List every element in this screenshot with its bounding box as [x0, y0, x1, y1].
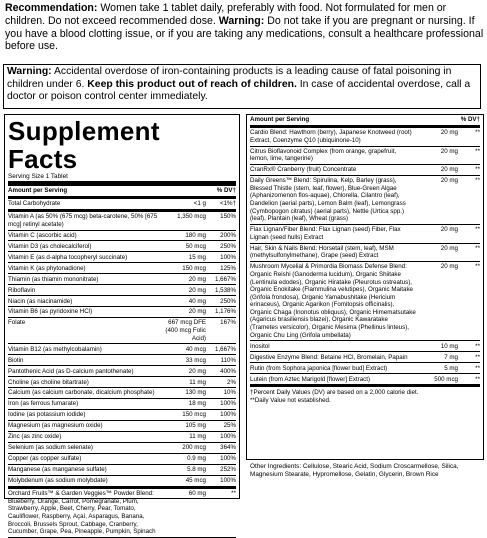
nutrient-dv: 125% — [220, 264, 236, 272]
left-rows — [8, 199, 236, 538]
nutrient-name: Vitamin D3 (as cholecalciferol) — [8, 242, 92, 250]
nutrient-dv: ** — [475, 244, 480, 252]
nutrient-amount: 18 mg — [188, 400, 206, 408]
nutrient-amount: 5.8 mg — [187, 466, 206, 474]
nutrient-name: Mushroom Mycelial & Primordia Biomass Defense Blend: Organic Reishi (Ganoderma lucidum), Organic Shiitake (Lentinula edodes), Organic Hiratake (Pleurotus ostreatus), Organic Enokitake (Flammulina velutipes), Organic Maitake (Grifola frondosa), Organic Yamabushitake (Hericium erinaceus), Organic Agarikon (Fomitopsis officinalis), Organic Chaga (Inonotus obliquus), Organic Himematsutake (Agaricus brasiliensis blazei), Organic Kawaratake (Trametes versicolor), Organic Mesima (Phellinus linteus), Organic Chu Ling (Grifola umbellata) — [250, 263, 416, 339]
nutrient-amount: 11 mg — [189, 433, 206, 441]
nutrient-row — [250, 176, 480, 225]
nutrient-amount: 15 mg — [188, 253, 206, 261]
nutrient-dv: ** — [475, 342, 480, 350]
nutrient-name: Magnesium (as magnesium oxide) — [8, 422, 103, 430]
nutrient-row — [8, 489, 236, 538]
nutrient-row — [8, 296, 236, 307]
nutrient-amount: 5 mg — [444, 364, 458, 372]
nutrient-name: CranRx® Cranberry (fruit) Concentrate — [250, 166, 357, 174]
nutrient-name: Copper (as copper sulfate) — [8, 455, 82, 463]
nutrient-row — [8, 274, 236, 285]
nutrient-amount: 105 mg — [185, 422, 206, 430]
nutrient-name: Inositol — [250, 342, 270, 350]
nutrient-name: Choline (as choline bitartrate) — [8, 378, 89, 386]
amount-header-right: Amount per Serving — [250, 116, 310, 124]
nutrient-row — [8, 241, 236, 252]
nutrient-row — [8, 318, 236, 344]
nutrient-name: Selenium (as sodium selenate) — [8, 444, 93, 452]
nutrient-dv: 110% — [220, 356, 236, 364]
nutrient-row — [8, 366, 236, 377]
nutrient-amount: 45 mcg — [185, 477, 206, 485]
nutrient-row — [8, 344, 236, 355]
nutrient-row — [250, 244, 480, 263]
nutrient-row — [250, 363, 480, 374]
nutrient-dv: 252% — [220, 466, 236, 474]
nutrient-row — [250, 147, 480, 166]
warning-label: Warning: — [218, 14, 265, 27]
iron-warning-box — [3, 64, 481, 109]
nutrient-row — [8, 263, 236, 274]
nutrient-dv: <1%† — [220, 200, 236, 208]
right-rows — [250, 128, 480, 387]
nutrient-name: Vitamin E (as d-alpha tocopheryl succinate) — [8, 253, 128, 261]
nutrient-dv: 100% — [220, 433, 236, 441]
nutrient-name: Orchard Fruits™ & Garden Veggies™ Powder Blend: Blueberry, Orange, Carrot, Pomegranate, Plum, Strawberry, Apple, Beet, Cherry, Pear, Tomato, Cauliflower, Raspberry, Açaí, Asparagus, Banana, Broccoli, Brussels Sprout, Cabbage, Cranberry, Cucumber, Grape, Pea, Pineapple, Pumpkin, Spinach — [8, 490, 156, 536]
nutrient-dv: 100% — [220, 477, 236, 485]
nutrient-row — [8, 421, 236, 432]
nutrient-name: Niacin (as niacinamide) — [8, 297, 73, 305]
nutrient-amount: 130 mg — [185, 389, 206, 397]
nutrient-amount: 20 mg — [440, 177, 458, 185]
facts-header-right — [250, 115, 480, 128]
recommendation-text — [5, 2, 485, 53]
nutrient-name: Riboflavin — [8, 286, 36, 294]
nutrient-row — [8, 476, 236, 489]
nutrient-dv: ** — [475, 353, 480, 361]
nutrient-name: Zinc (as zinc oxide) — [8, 433, 62, 441]
recommendation-body: Women take 1 tablet daily, preferably with food. Not formulated for men or children. Do not exceed recommended dose. — [5, 2, 447, 27]
nutrient-name: Citrus Bioflavonoid Complex (from orange, grapefruit, lemon, lime, tangerine) — [250, 147, 397, 163]
dv-header: % DV† — [216, 187, 236, 195]
nutrient-dv: 10% — [223, 389, 236, 397]
nutrient-amount: 20 mg — [440, 147, 458, 155]
nutrient-dv: ** — [475, 166, 480, 174]
nutrient-amount: 150 mcg — [182, 411, 206, 419]
nutrient-row — [8, 231, 236, 242]
nutrient-name: Vitamin K (as phytonadione) — [8, 264, 86, 272]
nutrient-dv: 1,667% — [215, 275, 236, 283]
nutrient-name: Vitamin C (ascorbic acid) — [8, 231, 77, 239]
other-ingredients: Other Ingredients: Cellulose, Stearic Acid, Sodium Croscarmellose, Silica, Magnesium Stearate, Hypromellose, Gelatin, Glycerin, Brown Rice — [250, 463, 459, 478]
nutrient-dv: 400% — [220, 367, 236, 375]
nutrient-amount: 20 mg — [188, 308, 206, 316]
nutrient-amount: 20 mg — [440, 244, 458, 252]
nutrient-amount: 500 mcg — [434, 375, 458, 383]
nutrient-dv: 250% — [220, 242, 236, 250]
nutrient-row — [250, 341, 480, 352]
nutrient-name: Vitamin A (as 50% (675 mcg) beta-carotene, 50% [675 mcg] retinyl acetate) — [8, 213, 158, 228]
nutrient-amount: 33 mcg — [185, 356, 206, 364]
iron-warning-text: Accidental overdose of iron-containing products is a leading cause of fatal poisoning in children under 6. — [7, 66, 452, 90]
nutrient-dv: ** — [475, 263, 480, 271]
nutrient-amount: 10 mg — [440, 342, 458, 350]
nutrient-name: Daily Greens™ Blend: Spirulina, Kelp, Barley (grass), Blessed Thistle (stem, leaf, flower), Blue-Green Algae (Aphanizomenon flos-aquae), Chlorella, Cilantro (leaf), Dandelion (aerial parts), Lemon Balm (leaf), Lemongrass (Cymbopogon citratus) (aerial parts), Nettle (Urtica spp.) (leaf), Plantain (leaf), Wheat (grass) — [250, 177, 406, 223]
nutrient-amount: 150 mcg — [182, 264, 206, 272]
nutrient-dv: ** — [231, 490, 236, 498]
footnote-not-established: **Daily Value not established. — [250, 396, 331, 404]
iron-warning-text-2: In case of accidental overdose, call a doctor or poison control center immediately. — [7, 78, 471, 102]
dv-header-right: % DV† — [460, 116, 480, 124]
nutrient-dv: 1,667% — [215, 345, 236, 353]
nutrient-row — [8, 432, 236, 443]
nutrient-amount: 40 mcg — [185, 345, 206, 353]
nutrient-name: Folate — [8, 319, 26, 327]
nutrient-dv: 150% — [220, 213, 236, 221]
nutrient-amount: 200 mcg — [182, 444, 206, 452]
iron-warning-bold: Keep this product out of reach of children. — [87, 78, 297, 90]
nutrient-dv: 2% — [227, 378, 236, 386]
nutrient-dv: ** — [475, 375, 480, 383]
facts-title: Supplement Facts — [8, 116, 160, 174]
nutrient-row — [250, 374, 480, 387]
nutrient-name: Manganese (as manganese sulfate) — [8, 466, 107, 474]
nutrient-name: Biotin — [8, 356, 24, 364]
nutrient-dv: 100% — [220, 400, 236, 408]
nutrient-amount: 7 mg — [444, 353, 458, 361]
amount-header: Amount per Serving — [8, 187, 68, 195]
nutrient-row — [250, 262, 480, 341]
iron-warning-label: Warning: — [7, 66, 52, 77]
nutrient-dv: 1,538% — [215, 286, 236, 294]
nutrient-row — [8, 285, 236, 296]
nutrient-amount: 20 mg — [188, 286, 206, 294]
nutrient-row — [8, 252, 236, 263]
nutrient-dv: 100% — [220, 411, 236, 419]
recommendation-label: Recommendation: — [5, 2, 98, 14]
nutrient-amount: 20 mg — [440, 226, 458, 234]
nutrient-dv: 1,176% — [215, 308, 236, 316]
facts-header — [8, 186, 236, 199]
nutrient-row — [8, 410, 236, 421]
nutrient-row — [250, 165, 480, 176]
nutrient-dv: ** — [475, 364, 480, 372]
nutrient-name: Cardio Blend: Hawthorn (berry), Japanese Knotweed (root) Extract, Coenzyme Q10 (ubiquinone-10) — [250, 129, 412, 144]
nutrient-name: Lutein (from Aztec Marigold [flower] Extract) — [250, 375, 371, 383]
nutrient-dv: 200% — [220, 231, 236, 239]
nutrient-name: Digestive Enzyme Blend: Betaine HCl, Bromelain, Papain — [250, 353, 408, 361]
nutrient-amount: 60 mg — [188, 490, 206, 498]
nutrient-row — [8, 212, 236, 231]
nutrient-row — [250, 128, 480, 147]
nutrient-dv: 250% — [220, 297, 236, 305]
nutrient-row — [8, 199, 236, 212]
nutrient-dv: ** — [475, 177, 480, 185]
nutrient-row — [8, 355, 236, 366]
nutrient-name: Hair, Skin & Nails Blend: Horsetail (stem, leaf), MSM (methylsulfonylmethane), Grape (seed) Extract — [250, 244, 394, 260]
nutrient-name: Iron (as ferrous fumarate) — [8, 400, 79, 408]
nutrient-dv: ** — [475, 129, 480, 137]
nutrient-name: Thiamin (as thiamin mononitrate) — [8, 275, 99, 283]
serving-size: Serving Size 1 Tablet — [8, 173, 236, 186]
nutrient-amount: 20 mg — [188, 367, 206, 375]
supplement-facts-panel-left — [4, 114, 240, 536]
nutrient-amount: 20 mg — [440, 129, 458, 137]
nutrient-amount: 20 mg — [440, 263, 458, 271]
nutrient-amount: 20 mg — [188, 275, 206, 283]
nutrient-amount: 0.9 mg — [187, 455, 206, 463]
nutrient-row — [8, 465, 236, 476]
nutrient-row — [8, 377, 236, 388]
nutrient-row — [250, 225, 480, 244]
nutrient-name: Vitamin B6 (as pyridoxine HCl) — [8, 308, 93, 316]
nutrient-name: Pantothenic Acid (as D-calcium pantothenate) — [8, 367, 134, 375]
footnote-dv: †Percent Daily Values (DV) are based on a 2,000 calorie diet. — [250, 389, 419, 397]
nutrient-amount: 40 mg — [188, 297, 206, 305]
nutrient-amount: <1 g — [193, 200, 206, 208]
nutrient-dv: 100% — [220, 455, 236, 463]
supplement-facts-panel-right — [246, 114, 484, 460]
nutrient-name: Iodine (as potassium iodide) — [8, 411, 86, 419]
nutrient-dv: ** — [475, 147, 480, 155]
nutrient-row — [250, 352, 480, 363]
warning-body: Do not take if you are pregnant or nursing. If you have a blood clotting issue, or if you are taking any medications, consult a healthcare professional before use. — [5, 14, 484, 53]
nutrient-name: Rutin (from Sophora japonica [flower bud] Extract) — [250, 364, 388, 372]
nutrient-amount: 667 mcg DFE (400 mcg Folic Acid) — [165, 319, 206, 342]
nutrient-dv: 25% — [223, 422, 236, 430]
nutrient-amount: 50 mcg — [185, 242, 206, 250]
nutrient-dv: 100% — [220, 253, 236, 261]
nutrient-name: Total Carbohydrate — [8, 200, 61, 208]
nutrient-name: Calcium (as calcium carbonate, dicalcium phosphate) — [8, 389, 155, 397]
nutrient-amount: 180 mg — [185, 231, 206, 239]
nutrient-row — [8, 307, 236, 318]
nutrient-row — [8, 399, 236, 410]
nutrient-row — [8, 443, 236, 454]
nutrient-dv: 364% — [220, 444, 236, 452]
nutrient-name: Flax Lignan/Fiber Blend: Flax Lignan (seed) Fiber, Flax Lignan (seed hulls) Extract — [250, 226, 401, 241]
nutrient-row — [8, 454, 236, 465]
nutrient-amount: 1,350 mcg — [177, 213, 206, 221]
nutrient-row — [8, 388, 236, 399]
nutrient-amount: 11 mg — [189, 378, 206, 386]
nutrient-dv: ** — [475, 226, 480, 234]
nutrient-name: Molybdenum (as sodium molybdate) — [8, 477, 108, 485]
nutrient-name: Vitamin B12 (as methylcobalamin) — [8, 345, 102, 353]
nutrient-dv: 167% — [220, 319, 236, 327]
nutrient-amount: 20 mg — [440, 166, 458, 174]
